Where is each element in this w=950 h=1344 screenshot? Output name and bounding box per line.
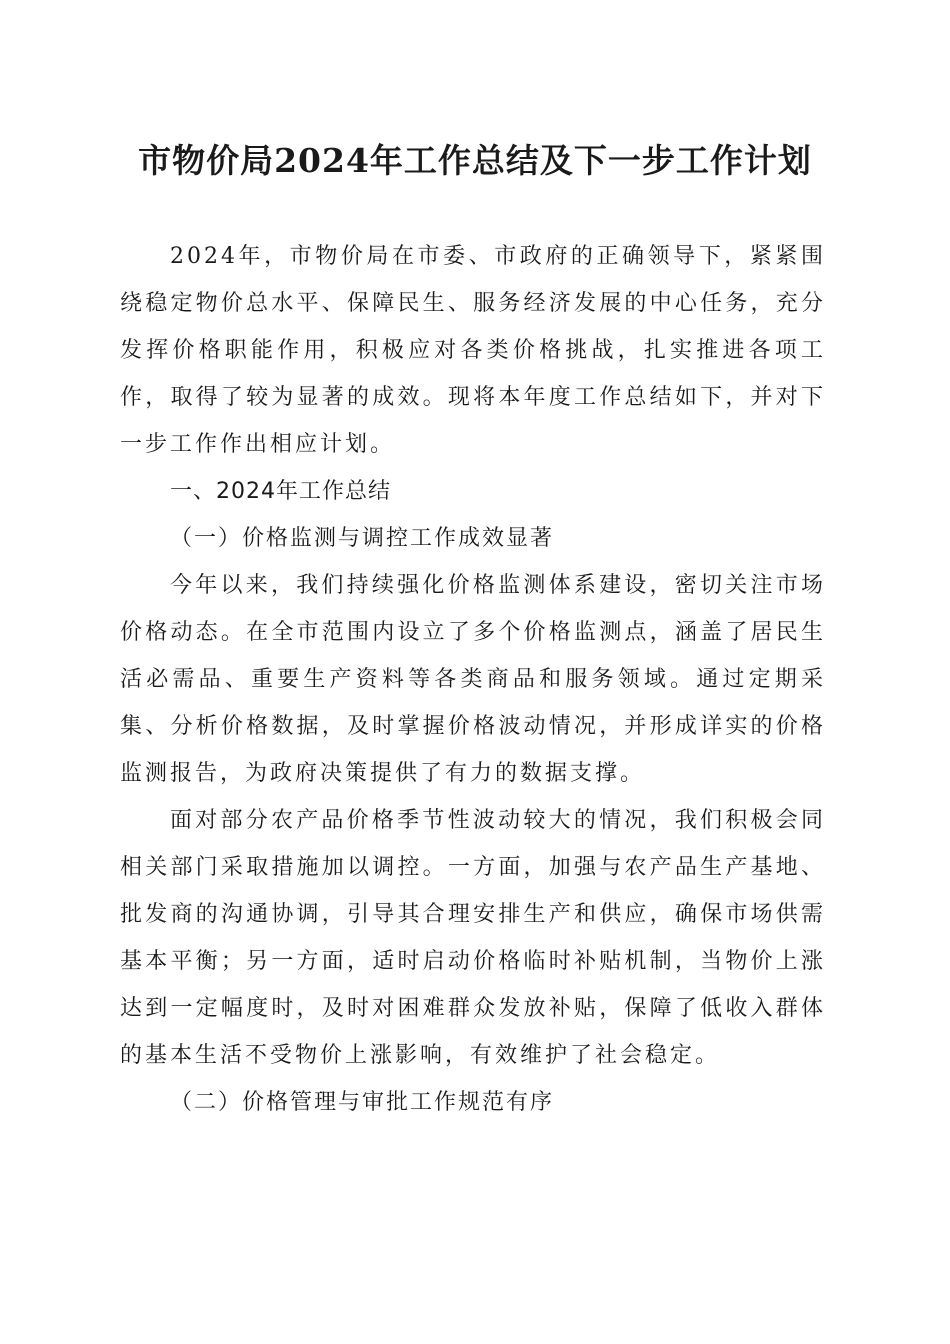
subsection-heading-1: （一）价格监测与调控工作成效显著	[170, 526, 555, 551]
document-title: 市物价局2024年工作总结及下一步工作计划	[138, 141, 812, 180]
intro-paragraph: 2024年，市物价局在市委、市政府的正确领导下，紧紧围绕稳定物价总水平、保障民生、服务经济发展的中心任务，充分发挥价格职能作用，积极应对各类价格挑战，扎实推进各项工作，取得了较为显著的成效。现将本年度工作总结如下，并对下一步工作作出相应计划。	[120, 244, 826, 457]
subsection-1-paragraph-2: 面对部分农产品价格季节性波动较大的情况，我们积极会同相关部门采取措施加以调控。一方面，加强与农产品生产基地、批发商的沟通协调，引导其合理安排生产和供应，确保市场供需基本平衡；另一方面，适时启动价格临时补贴机制，当物价上涨达到一定幅度时，及时对困难群众发放补贴，保障了低收入群体的基本生活不受物价上涨影响，有效维护了社会稳定。	[120, 808, 826, 1068]
document-body	[120, 233, 826, 1126]
section-heading-1: 一、2024年工作总结	[170, 479, 391, 504]
subsection-heading-2: （二）价格管理与审批工作规范有序	[170, 1090, 555, 1115]
subsection-1-paragraph-1: 今年以来，我们持续强化价格监测体系建设，密切关注市场价格动态。在全市范围内设立了多个价格监测点，涵盖了居民生活必需品、重要生产资料等各类商品和服务领域。通过定期采集、分析价格数据，及时掌握价格波动情况，并形成详实的价格监测报告，为政府决策提供了有力的数据支撑。	[120, 573, 826, 786]
